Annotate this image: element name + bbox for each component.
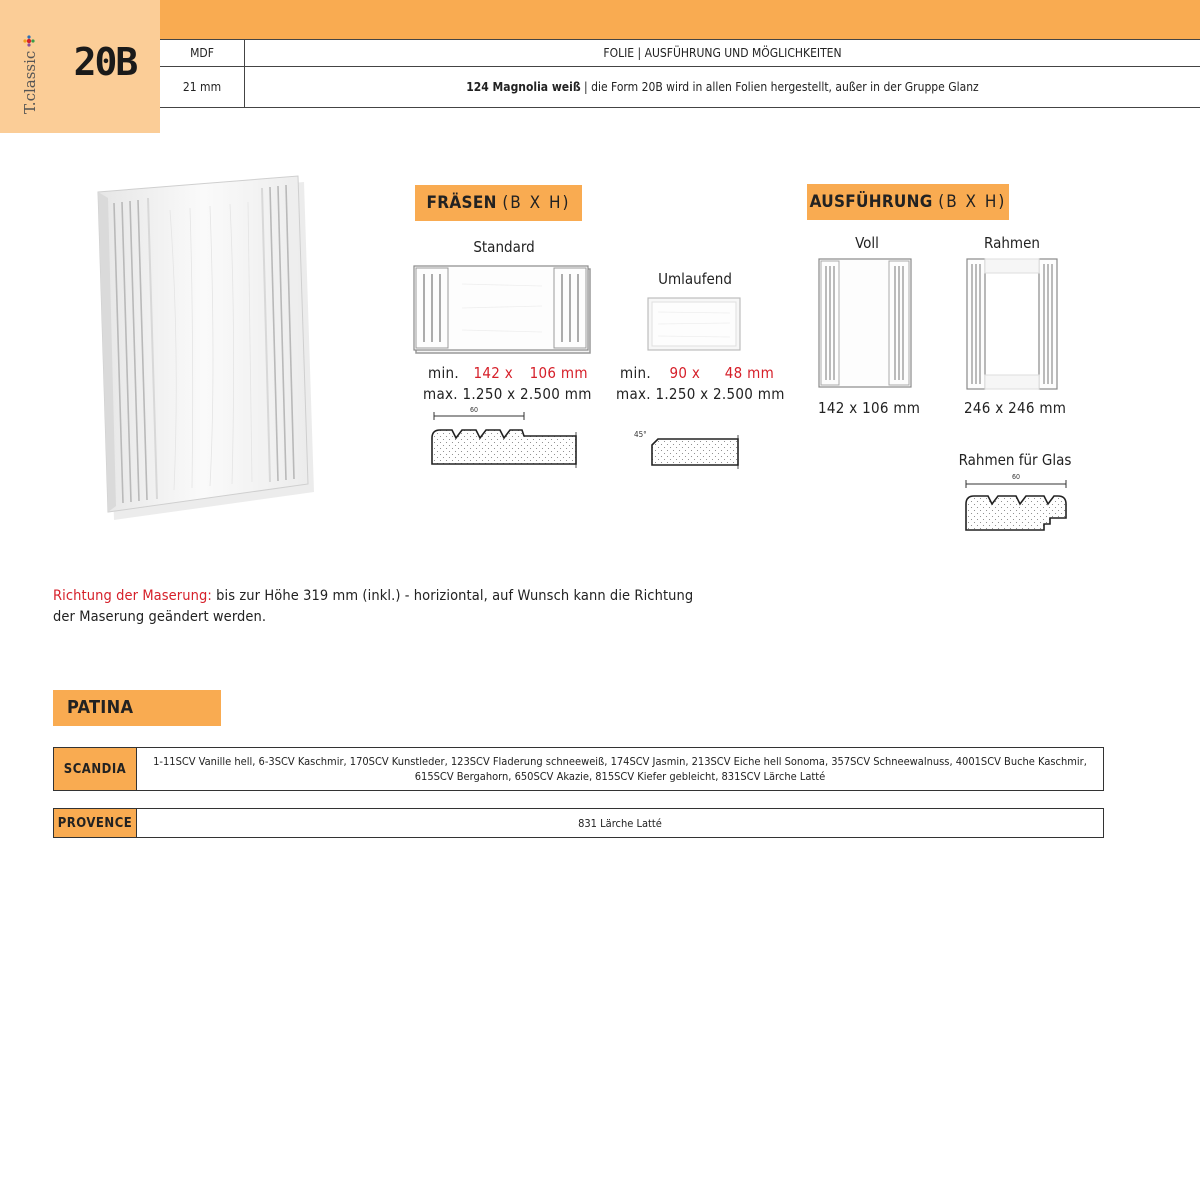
- brand-name: T.classic: [21, 50, 39, 114]
- umlaufend-min-prefix: min.: [620, 364, 651, 382]
- fraesen-tag: [415, 185, 582, 221]
- patina-row-scandia: [53, 747, 1104, 791]
- header-band: [160, 0, 1200, 40]
- ausfuehrung-title: AUSFÜHRUNG: [809, 192, 933, 212]
- rahmen-image: [964, 256, 1064, 392]
- foil-value: [245, 67, 1200, 108]
- standard-min-prefix: min.: [428, 364, 459, 382]
- standard-max: max. 1.250 x 2.500 mm: [423, 385, 592, 403]
- patina-key-provence: PROVENCE: [54, 809, 137, 837]
- standard-min-height: 106 mm: [529, 364, 588, 382]
- patina-value-scandia: [137, 748, 1103, 790]
- product-image: [90, 170, 330, 530]
- header-table: [160, 39, 1200, 108]
- standard-profile: [424, 402, 584, 470]
- product-code: 20B: [73, 40, 137, 84]
- ausfuehrung-sub: (B X H): [938, 192, 1007, 212]
- brand-box: [0, 0, 160, 133]
- voll-image: [816, 256, 916, 392]
- mdf-header: MDF: [160, 40, 245, 67]
- standard-label: Standard: [473, 238, 535, 256]
- patina-key-scandia: SCANDIA: [54, 748, 137, 790]
- standard-min-width: 142 x: [473, 364, 514, 382]
- thickness-value: 21 mm: [160, 67, 245, 108]
- patina-row-provence: [53, 808, 1104, 838]
- foil-header: FOLIE | AUSFÜHRUNG UND MÖGLICHKEITEN: [245, 40, 1200, 67]
- patina-scandia-line1: 1-11SCV Vanille hell, 6-3SCV Kaschmir, 170SCV Kunstleder, 123SCV Fladerung schneeweiß, 174SCV Jasmin, 213SCV Eiche hell Sonoma, 357SCV Schneewalnuss, 4001SCV Buche Kaschmir,: [153, 755, 1087, 768]
- rahmen-glas-profile: [958, 470, 1073, 538]
- patina-scandia-line2: 615SCV Bergahorn, 650SCV Akazie, 815SCV Kiefer gebleicht, 831SCV Lärche Latté: [414, 770, 826, 783]
- foil-name: 124 Magnolia weiß: [466, 80, 581, 94]
- rahmen-dim: 246 x 246 mm: [964, 399, 1067, 417]
- patina-tag: PATINA: [53, 690, 221, 726]
- patina-value-provence: 831 Lärche Latté: [578, 816, 662, 830]
- grain-text-1: bis zur Höhe 319 mm (inkl.) - horiziontal, auf Wunsch kann die Richtung: [211, 588, 694, 604]
- umlaufend-image: [644, 294, 744, 354]
- umlaufend-min: [620, 364, 774, 382]
- umlaufend-max: max. 1.250 x 2.500 mm: [616, 385, 785, 403]
- brand-logo: [14, 34, 44, 114]
- rahmen-glas-label: Rahmen für Glas: [958, 451, 1072, 469]
- voll-dim: 142 x 106 mm: [818, 399, 921, 417]
- fraesen-sub: (B X H): [502, 193, 571, 213]
- grain-label: Richtung der Maserung:: [53, 588, 212, 604]
- standard-profile-dim: 60: [469, 406, 479, 414]
- rahmen-label: Rahmen: [984, 234, 1040, 252]
- standard-min: [428, 364, 588, 382]
- umlaufend-profile: [630, 425, 745, 473]
- umlaufend-min-width: 90 x: [669, 364, 701, 382]
- umlaufend-label: Umlaufend: [658, 270, 732, 288]
- foil-note: | die Form 20B wird in allen Folien hergestellt, außer in der Gruppe Glanz: [580, 80, 979, 94]
- grain-note: [53, 586, 693, 628]
- fraesen-title: FRÄSEN: [426, 193, 497, 213]
- umlaufend-profile-angle: 45°: [634, 430, 647, 439]
- rahmen-glas-profile-dim: 60: [1011, 473, 1021, 481]
- umlaufend-min-height: 48 mm: [724, 364, 775, 382]
- grain-text-2: der Maserung geändert werden.: [53, 609, 267, 625]
- standard-image: [412, 264, 592, 354]
- voll-label: Voll: [855, 234, 879, 252]
- ausfuehrung-tag: [807, 184, 1009, 220]
